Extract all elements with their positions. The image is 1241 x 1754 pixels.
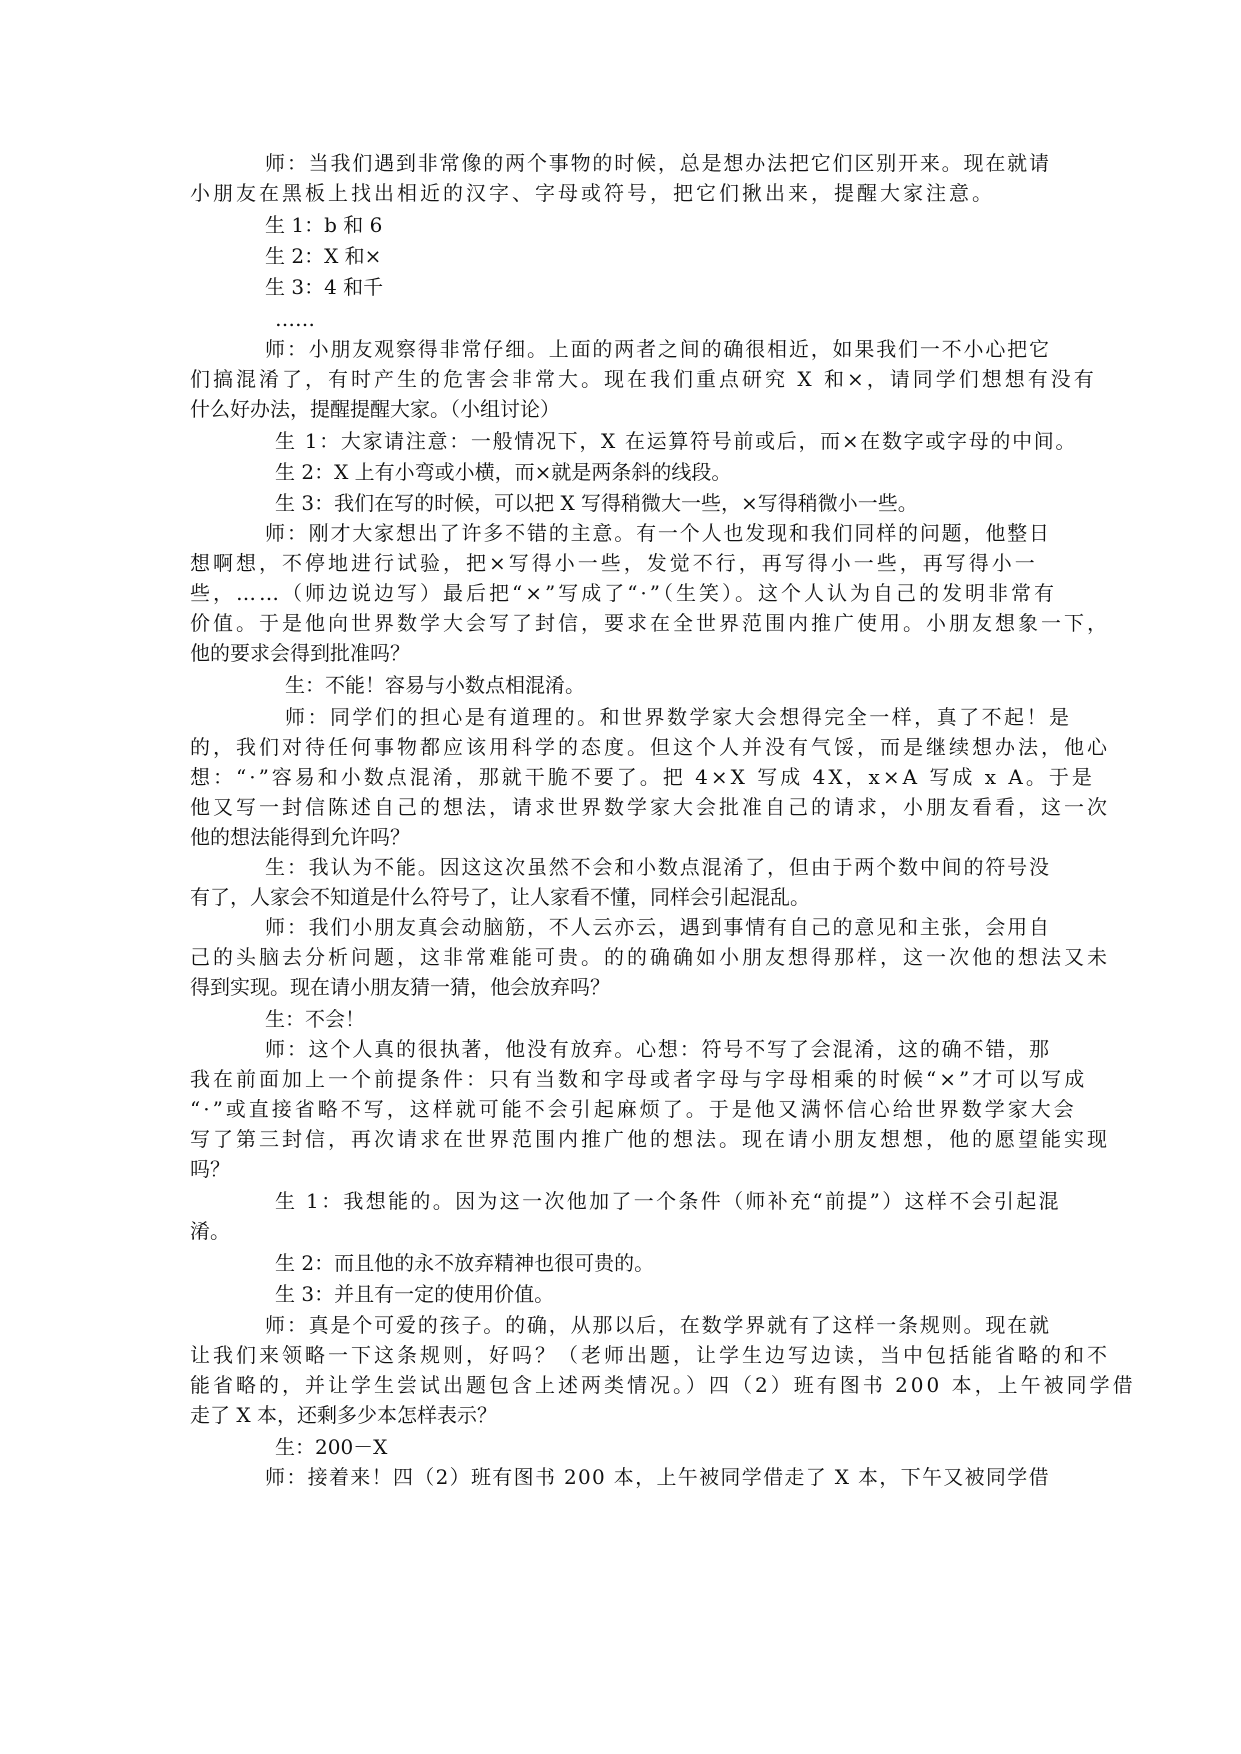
text-line: 生：200－X xyxy=(275,1435,388,1459)
text-line: 价值。于是他向世界数学大会写了封信，要求在全世界范围内推广使用。小朋友想象一下， xyxy=(190,611,1110,635)
text-line: 己的头脑去分析问题，这非常难能可贵。的的确确如小朋友想得那样，这一次他的想法又未 xyxy=(190,945,1110,969)
text-line: 得到实现。现在请小朋友猜一猜，他会放弃吗？ xyxy=(190,975,610,999)
text-line: 想啊想，不停地进行试验，把×写得小一些，发觉不行，再写得小一些，再写得小一 xyxy=(190,551,1038,575)
text-line: 生：我认为不能。因这这次虽然不会和小数点混淆了，但由于两个数中间的符号没 xyxy=(265,855,1051,879)
text-line: …… xyxy=(275,307,315,331)
text-line: 师：接着来！四（2）班有图书 200 本，上午被同学借走了 X 本，下午又被同学借 xyxy=(265,1465,1050,1489)
text-line: 他又写一封信陈述自己的想法，请求世界数学家大会批准自己的请求，小朋友看看，这一次 xyxy=(190,795,1110,819)
text-line: 生 1：我想能的。因为这一次他加了一个条件（师补充“前提”）这样不会引起混 xyxy=(275,1189,1061,1213)
text-line: 能省略的，并让学生尝试出题包含上述两类情况。）四（2）班有图书 200 本，上午被同学借 xyxy=(190,1373,1136,1397)
text-line: 写了第三封信，再次请求在世界范围内推广他的想法。现在请小朋友想想，他的愿望能实现 xyxy=(190,1127,1110,1151)
text-line: 有了，人家会不知道是什么符号了，让人家看不懂，同样会引起混乱。 xyxy=(190,885,810,909)
text-line: 的，我们对待任何事物都应该用科学的态度。但这个人并没有气馁，而是继续想办法，他心 xyxy=(190,735,1110,759)
text-line: 师：刚才大家想出了许多不错的主意。有一个人也发现和我们同样的问题，他整日 xyxy=(265,521,1051,545)
text-line: 生 3：4 和千 xyxy=(265,275,384,299)
text-line: 师：这个人真的很执著，他没有放弃。心想：符号不写了会混淆，这的确不错，那 xyxy=(265,1037,1051,1061)
text-line: 生：不能！容易与小数点相混淆。 xyxy=(285,673,585,697)
text-line: 我在前面加上一个前提条件：只有当数和字母或者字母与字母相乘的时候“×”才可以写成 xyxy=(190,1067,1088,1091)
text-line: 生 2：X 和× xyxy=(265,244,382,268)
text-line: 小朋友在黑板上找出相近的汉字、字母或符号，把它们揪出来，提醒大家注意。 xyxy=(190,181,995,205)
text-line: 生 1：大家请注意：一般情况下，X 在运算符号前或后，而×在数字或字母的中间。 xyxy=(275,429,1078,453)
text-line: 师：我们小朋友真会动脑筋，不人云亦云，遇到事情有自己的意见和主张，会用自 xyxy=(265,915,1051,939)
text-line: 他的想法能得到允许吗？ xyxy=(190,825,410,849)
text-line: 生 1：b 和 6 xyxy=(265,213,383,237)
text-line: 走了 X 本，还剩多少本怎样表示？ xyxy=(190,1403,497,1427)
text-line: 师：小朋友观察得非常仔细。上面的两者之间的确很相近，如果我们一不小心把它 xyxy=(265,337,1051,361)
text-line: 吗？ xyxy=(190,1157,230,1181)
text-line: 师：真是个可爱的孩子。的确，从那以后，在数学界就有了这样一条规则。现在就 xyxy=(265,1313,1051,1337)
text-line: 他的要求会得到批准吗？ xyxy=(190,641,410,665)
text-line: 些，……（师边说边写）最后把“×”写成了“·”（生笑）。这个人认为自己的发明非常有 xyxy=(190,581,1058,605)
text-line: 生：不会！ xyxy=(265,1007,365,1031)
text-line: 什么好办法，提醒提醒大家。（小组讨论） xyxy=(190,397,560,421)
text-line: 师：同学们的担心是有道理的。和世界数学家大会想得完全一样，真了不起！是 xyxy=(285,705,1072,729)
text-line: 生 3：我们在写的时候，可以把 X 写得稍微大一些，×写得稍微小一些。 xyxy=(275,491,918,515)
text-line: 生 3：并且有一定的使用价值。 xyxy=(275,1282,555,1306)
text-line: 想：“·”容易和小数点混淆，那就干脆不要了。把 4×X 写成 4X，x×A 写成 x A。于是 xyxy=(190,765,1095,789)
text-line: 让我们来领略一下这条规则，好吗？（老师出题，让学生边写边读，当中包括能省略的和不 xyxy=(190,1343,1110,1367)
text-line: 师：当我们遇到非常像的两个事物的时候，总是想办法把它们区别开来。现在就请 xyxy=(265,151,1051,175)
text-line: “·”或直接省略不写，这样就可能不会引起麻烦了。于是他又满怀信心给世界数学家大会 xyxy=(190,1097,1077,1121)
text-line: 生 2：X 上有小弯或小横，而×就是两条斜的线段。 xyxy=(275,460,732,484)
text-line: 生 2：而且他的永不放弃精神也很可贵的。 xyxy=(275,1251,655,1275)
text-line: 淆。 xyxy=(190,1219,230,1243)
text-line: 们搞混淆了，有时产生的危害会非常大。现在我们重点研究 X 和×，请同学们想想有没有 xyxy=(190,367,1097,391)
